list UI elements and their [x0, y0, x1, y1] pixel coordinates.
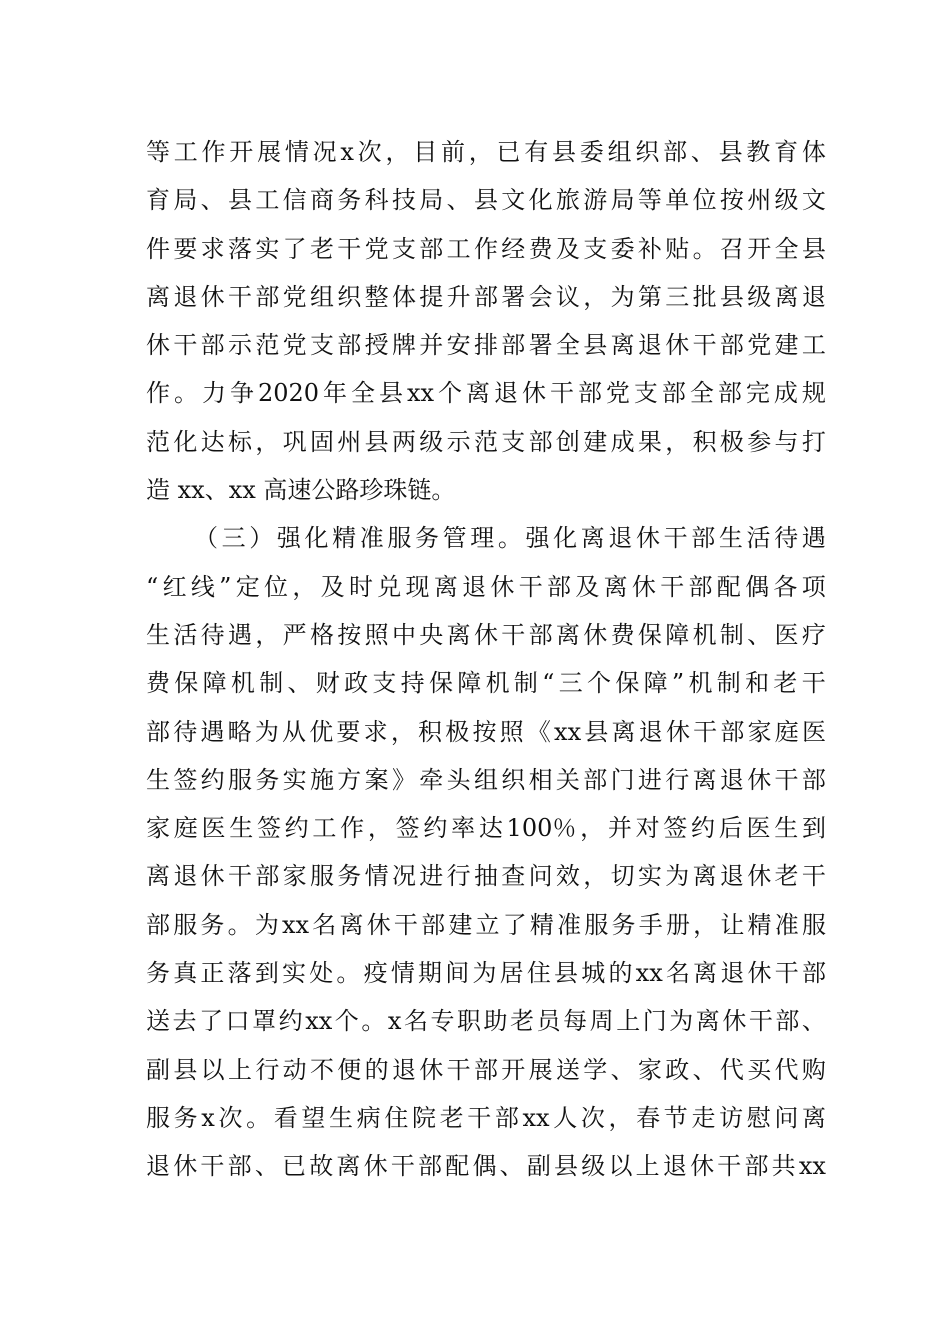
text-line: 离 退 休 干 部 家 服 务 情 况 进 行 抽 查 问 效 ， 切 实 为 离 退 休 老 干 — [146, 862, 826, 891]
text-line: 服 务 x 次 。 看 望 生 病 住 院 老 干 部 xx 人 次 ， 春 节 走 访 慰 问 离 — [146, 1103, 826, 1132]
text-line: 休 干 部 示 范 党 支 部 授 牌 并 安 排 部 署 全 县 离 退 休 干 部 党 建 工 — [146, 331, 826, 360]
text-line: 费 保 障 机 制 、 财 政 支 持 保 障 机 制 “ 三 个 保 障 ” 机 制 和 老 干 — [146, 669, 826, 698]
text-line: “ 红 线 ” 定 位 ， 及 时 兑 现 离 退 休 干 部 及 离 休 干 部 配 偶 各 项 — [146, 572, 826, 601]
text-line: 育 局 、 县 工 信 商 务 科 技 局 、 县 文 化 旅 游 局 等 单 位 按 州 级 文 — [146, 186, 826, 215]
text-line: 家 庭 医 生 签 约 工 作 ， 签 约 率 达 100％ ， 并 对 签 约 后 医 生 到 — [146, 814, 826, 843]
text-line-last: 造 xx、xx 高速公路珍珠链。 — [146, 476, 456, 505]
text-line: 务 真 正 落 到 实 处 。 疫 情 期 间 为 居 住 县 城 的 xx 名 离 退 休 干 部 — [146, 959, 826, 988]
section-heading-line: （ 三 ） 强 化 精 准 服 务 管 理 。 强 化 离 退 休 干 部 生 活 待 遇 — [194, 524, 826, 553]
text-line: 生 签 约 服 务 实 施 方 案 》 牵 头 组 织 相 关 部 门 进 行 离 退 休 干 部 — [146, 765, 826, 794]
paragraph-1 — [146, 128, 826, 514]
paragraph-2 — [146, 514, 826, 1190]
text-line: 范 化 达 标 ， 巩 固 州 县 两 级 示 范 支 部 创 建 成 果 ， 积 极 参 与 打 — [146, 427, 826, 456]
text-line: 离 退 休 干 部 党 组 织 整 体 提 升 部 署 会 议 ， 为 第 三 批 县 级 离 退 — [146, 282, 826, 311]
text-line: 部 待 遇 略 为 从 优 要 求 ， 积 极 按 照 《 xx 县 离 退 休 干 部 家 庭 医 — [146, 717, 826, 746]
text-line: 生 活 待 遇 ， 严 格 按 照 中 央 离 休 干 部 离 休 费 保 障 机 制 、 医 疗 — [146, 620, 826, 649]
text-line: 部 服 务 。 为 xx 名 离 休 干 部 建 立 了 精 准 服 务 手 册 ， 让 精 准 服 — [146, 910, 826, 939]
text-line: 件 要 求 落 实 了 老 干 党 支 部 工 作 经 费 及 支 委 补 贴 。 召 开 全 县 — [146, 234, 826, 263]
text-line: 退 休 干 部 、 已 故 离 休 干 部 配 偶 、 副 县 级 以 上 退 休 干 部 共 xx — [146, 1152, 826, 1181]
text-line: 作 。 力 争 2020 年 全 县 xx 个 离 退 休 干 部 党 支 部 全 部 完 成 规 — [146, 379, 826, 408]
text-line: 等 工 作 开 展 情 况 x 次 ， 目 前 ， 已 有 县 委 组 织 部 、 县 教 育 体 — [146, 138, 826, 166]
body-text — [146, 128, 826, 1191]
text-line: 副 县 以 上 行 动 不 便 的 退 休 干 部 开 展 送 学 、 家 政 、 代 买 代 购 — [146, 1055, 826, 1084]
text-line: 送 去 了 口 罩 约 xx 个 。 x 名 专 职 助 老 员 每 周 上 门 为 离 休 干 部 、 — [146, 1007, 826, 1036]
